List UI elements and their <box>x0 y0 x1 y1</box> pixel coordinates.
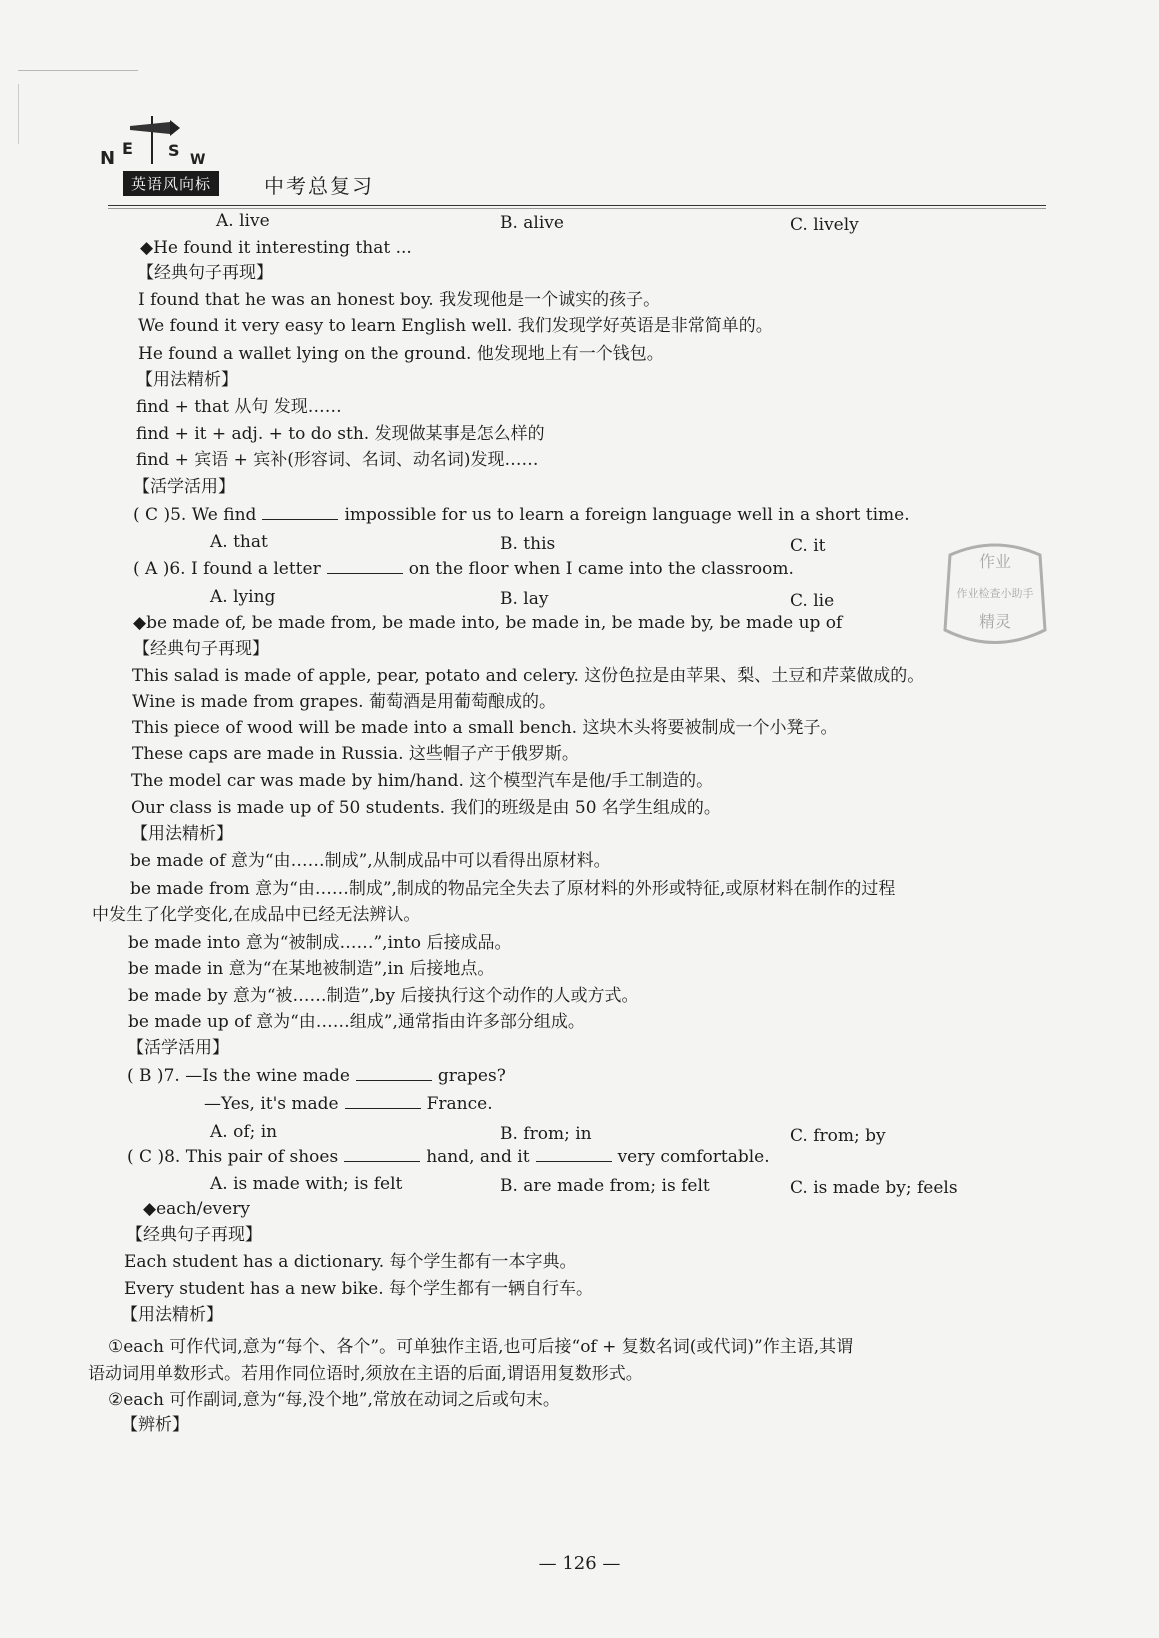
text-line: 语动词用单数形式。若用作同位语时,须放在主语的后面,谓语用复数形式。 <box>88 1364 643 1384</box>
answer-blank <box>356 1066 432 1081</box>
answer-mark: ( C ) <box>127 1147 165 1167</box>
section-heading: 【用法精析】 <box>136 370 238 390</box>
choice-a: A. lying <box>210 587 276 607</box>
question-stem: —Yes, it's made <box>204 1094 339 1114</box>
text-line: Our class is made up of 50 students. 我们的班级是由 50 名学生组成的。 <box>131 798 721 818</box>
question-line <box>133 504 910 526</box>
text-line: ①each 可作代词,意为“每个、各个”。可单独作主语,也可后接“of + 复数名词(或代词)”作主语,其谓 <box>108 1337 854 1357</box>
homework-stamp-icon <box>935 535 1055 655</box>
question-stem: 5. We find <box>170 505 257 525</box>
answer-blank <box>327 559 403 574</box>
choice-c: C. is made by; feels <box>790 1178 958 1198</box>
answer-mark: ( B ) <box>127 1066 164 1086</box>
choice-c: C. from; by <box>790 1126 886 1146</box>
choice-c: C. lie <box>790 591 835 611</box>
text-line: Wine is made from grapes. 葡萄酒是用葡萄酿成的。 <box>132 692 556 712</box>
text-line: This piece of wood will be made into a small bench. 这块木头将要被制成一个小凳子。 <box>132 718 838 738</box>
answer-blank <box>345 1094 421 1109</box>
brand-badge: 英语风向标 <box>123 171 219 196</box>
header-rule <box>108 205 1046 206</box>
text-line: ◆be made of, be made from, be made into, be made in, be made by, be made up of <box>133 613 843 633</box>
text-line: find + 宾语 + 宾补(形容词、名词、动名词)发现…… <box>136 450 539 470</box>
text-line: These caps are made in Russia. 这些帽子产于俄罗斯。 <box>132 744 579 764</box>
stamp-top-text: 作业 <box>978 552 1012 571</box>
logo-letter-w: W <box>190 152 206 168</box>
text-line: Each student has a dictionary. 每个学生都有一本字典。 <box>124 1252 577 1272</box>
logo-letter-n: N <box>100 148 116 169</box>
section-heading: 【经典句子再现】 <box>137 263 273 283</box>
text-line: be made into 意为“被制成……”,into 后接成品。 <box>128 933 512 953</box>
question-line <box>204 1093 493 1115</box>
logo-letter-e: E <box>122 139 133 158</box>
choice-c: C. lively <box>790 215 859 235</box>
question-middle: hand, and it <box>426 1147 530 1167</box>
text-line: ②each 可作副词,意为“每,没个地”,常放在动词之后或句末。 <box>108 1390 560 1410</box>
choice-a: A. is made with; is felt <box>210 1174 403 1194</box>
header-title: 中考总复习 <box>264 174 374 198</box>
question-line <box>127 1065 506 1087</box>
section-heading: 【活学活用】 <box>133 477 235 497</box>
logo-letter-s: S <box>168 141 180 160</box>
choice-b: B. from; in <box>500 1124 592 1144</box>
text-line: find + it + adj. + to do sth. 发现做某事是怎么样的 <box>136 424 545 444</box>
choice-b: B. lay <box>500 589 549 609</box>
section-heading: 【用法精析】 <box>121 1305 223 1325</box>
header-rule-thin <box>108 208 1046 209</box>
choice-a: A. live <box>216 211 270 231</box>
text-line: be made by 意为“被……制造”,by 后接执行这个动作的人或方式。 <box>128 986 639 1006</box>
scan-top-mark <box>18 70 138 71</box>
stamp-bottom-text: 精灵 <box>978 612 1012 631</box>
text-line: The model car was made by him/hand. 这个模型汽车是他/手工制造的。 <box>131 771 714 791</box>
text-line: ◆He found it interesting that ... <box>140 238 412 258</box>
text-line: be made up of 意为“由……组成”,通常指由许多部分组成。 <box>128 1012 585 1032</box>
question-stem: 8. This pair of shoes <box>164 1147 339 1167</box>
weathervane-logo-icon <box>100 112 210 172</box>
choice-c: C. it <box>790 536 826 556</box>
section-heading: 【用法精析】 <box>131 824 233 844</box>
text-line: Every student has a new bike. 每个学生都有一辆自行车。 <box>124 1279 594 1299</box>
text-line: ◆each/every <box>143 1199 250 1219</box>
question-line <box>127 1146 770 1168</box>
question-tail: impossible for us to learn a foreign language well in a short time. <box>344 505 910 525</box>
choice-a: A. that <box>210 532 268 552</box>
choice-b: B. this <box>500 534 556 554</box>
text-line: This salad is made of apple, pear, potato and celery. 这份色拉是由苹果、梨、土豆和芹菜做成的。 <box>132 666 925 686</box>
scan-side-mark <box>18 84 19 144</box>
text-line: 中发生了化学变化,在成品中已经无法辨认。 <box>92 905 421 925</box>
text-line: be made from 意为“由……制成”,制成的物品完全失去了原材料的外形或特征,或原材料在制作的过程 <box>130 879 896 899</box>
question-stem: 6. I found a letter <box>169 559 321 579</box>
page-number: — 126 — <box>538 1553 621 1574</box>
choice-b: B. alive <box>500 213 564 233</box>
section-heading: 【经典句子再现】 <box>126 1225 262 1245</box>
text-line: be made in 意为“在某地被制造”,in 后接地点。 <box>128 959 495 979</box>
choice-a: A. of; in <box>210 1122 278 1142</box>
question-stem: 7. —Is the wine made <box>163 1066 350 1086</box>
question-tail: France. <box>426 1094 493 1114</box>
question-line <box>133 558 794 580</box>
section-heading: 【经典句子再现】 <box>133 639 269 659</box>
answer-blank <box>344 1147 420 1162</box>
answer-mark: ( C ) <box>133 505 171 525</box>
text-line: He found a wallet lying on the ground. 他发现地上有一个钱包。 <box>138 344 664 364</box>
question-tail: very comfortable. <box>617 1147 770 1167</box>
section-heading: 【活学活用】 <box>127 1038 229 1058</box>
answer-mark: ( A ) <box>133 559 170 579</box>
text-line: I found that he was an honest boy. 我发现他是一个诚实的孩子。 <box>138 290 661 310</box>
text-line: be made of 意为“由……制成”,从制成品中可以看得出原材料。 <box>130 851 611 871</box>
text-line: We found it very easy to learn English well. 我们发现学好英语是非常简单的。 <box>138 316 773 336</box>
text-line: find + that 从句 发现…… <box>136 397 342 417</box>
choice-b: B. are made from; is felt <box>500 1176 710 1196</box>
answer-blank <box>536 1147 612 1162</box>
question-tail: on the floor when I came into the classroom. <box>408 559 794 579</box>
stamp-mid-text: 作业检查小助手 <box>956 587 1034 600</box>
section-heading: 【辨析】 <box>121 1415 189 1435</box>
answer-blank <box>262 505 338 520</box>
question-tail: grapes? <box>437 1066 506 1086</box>
